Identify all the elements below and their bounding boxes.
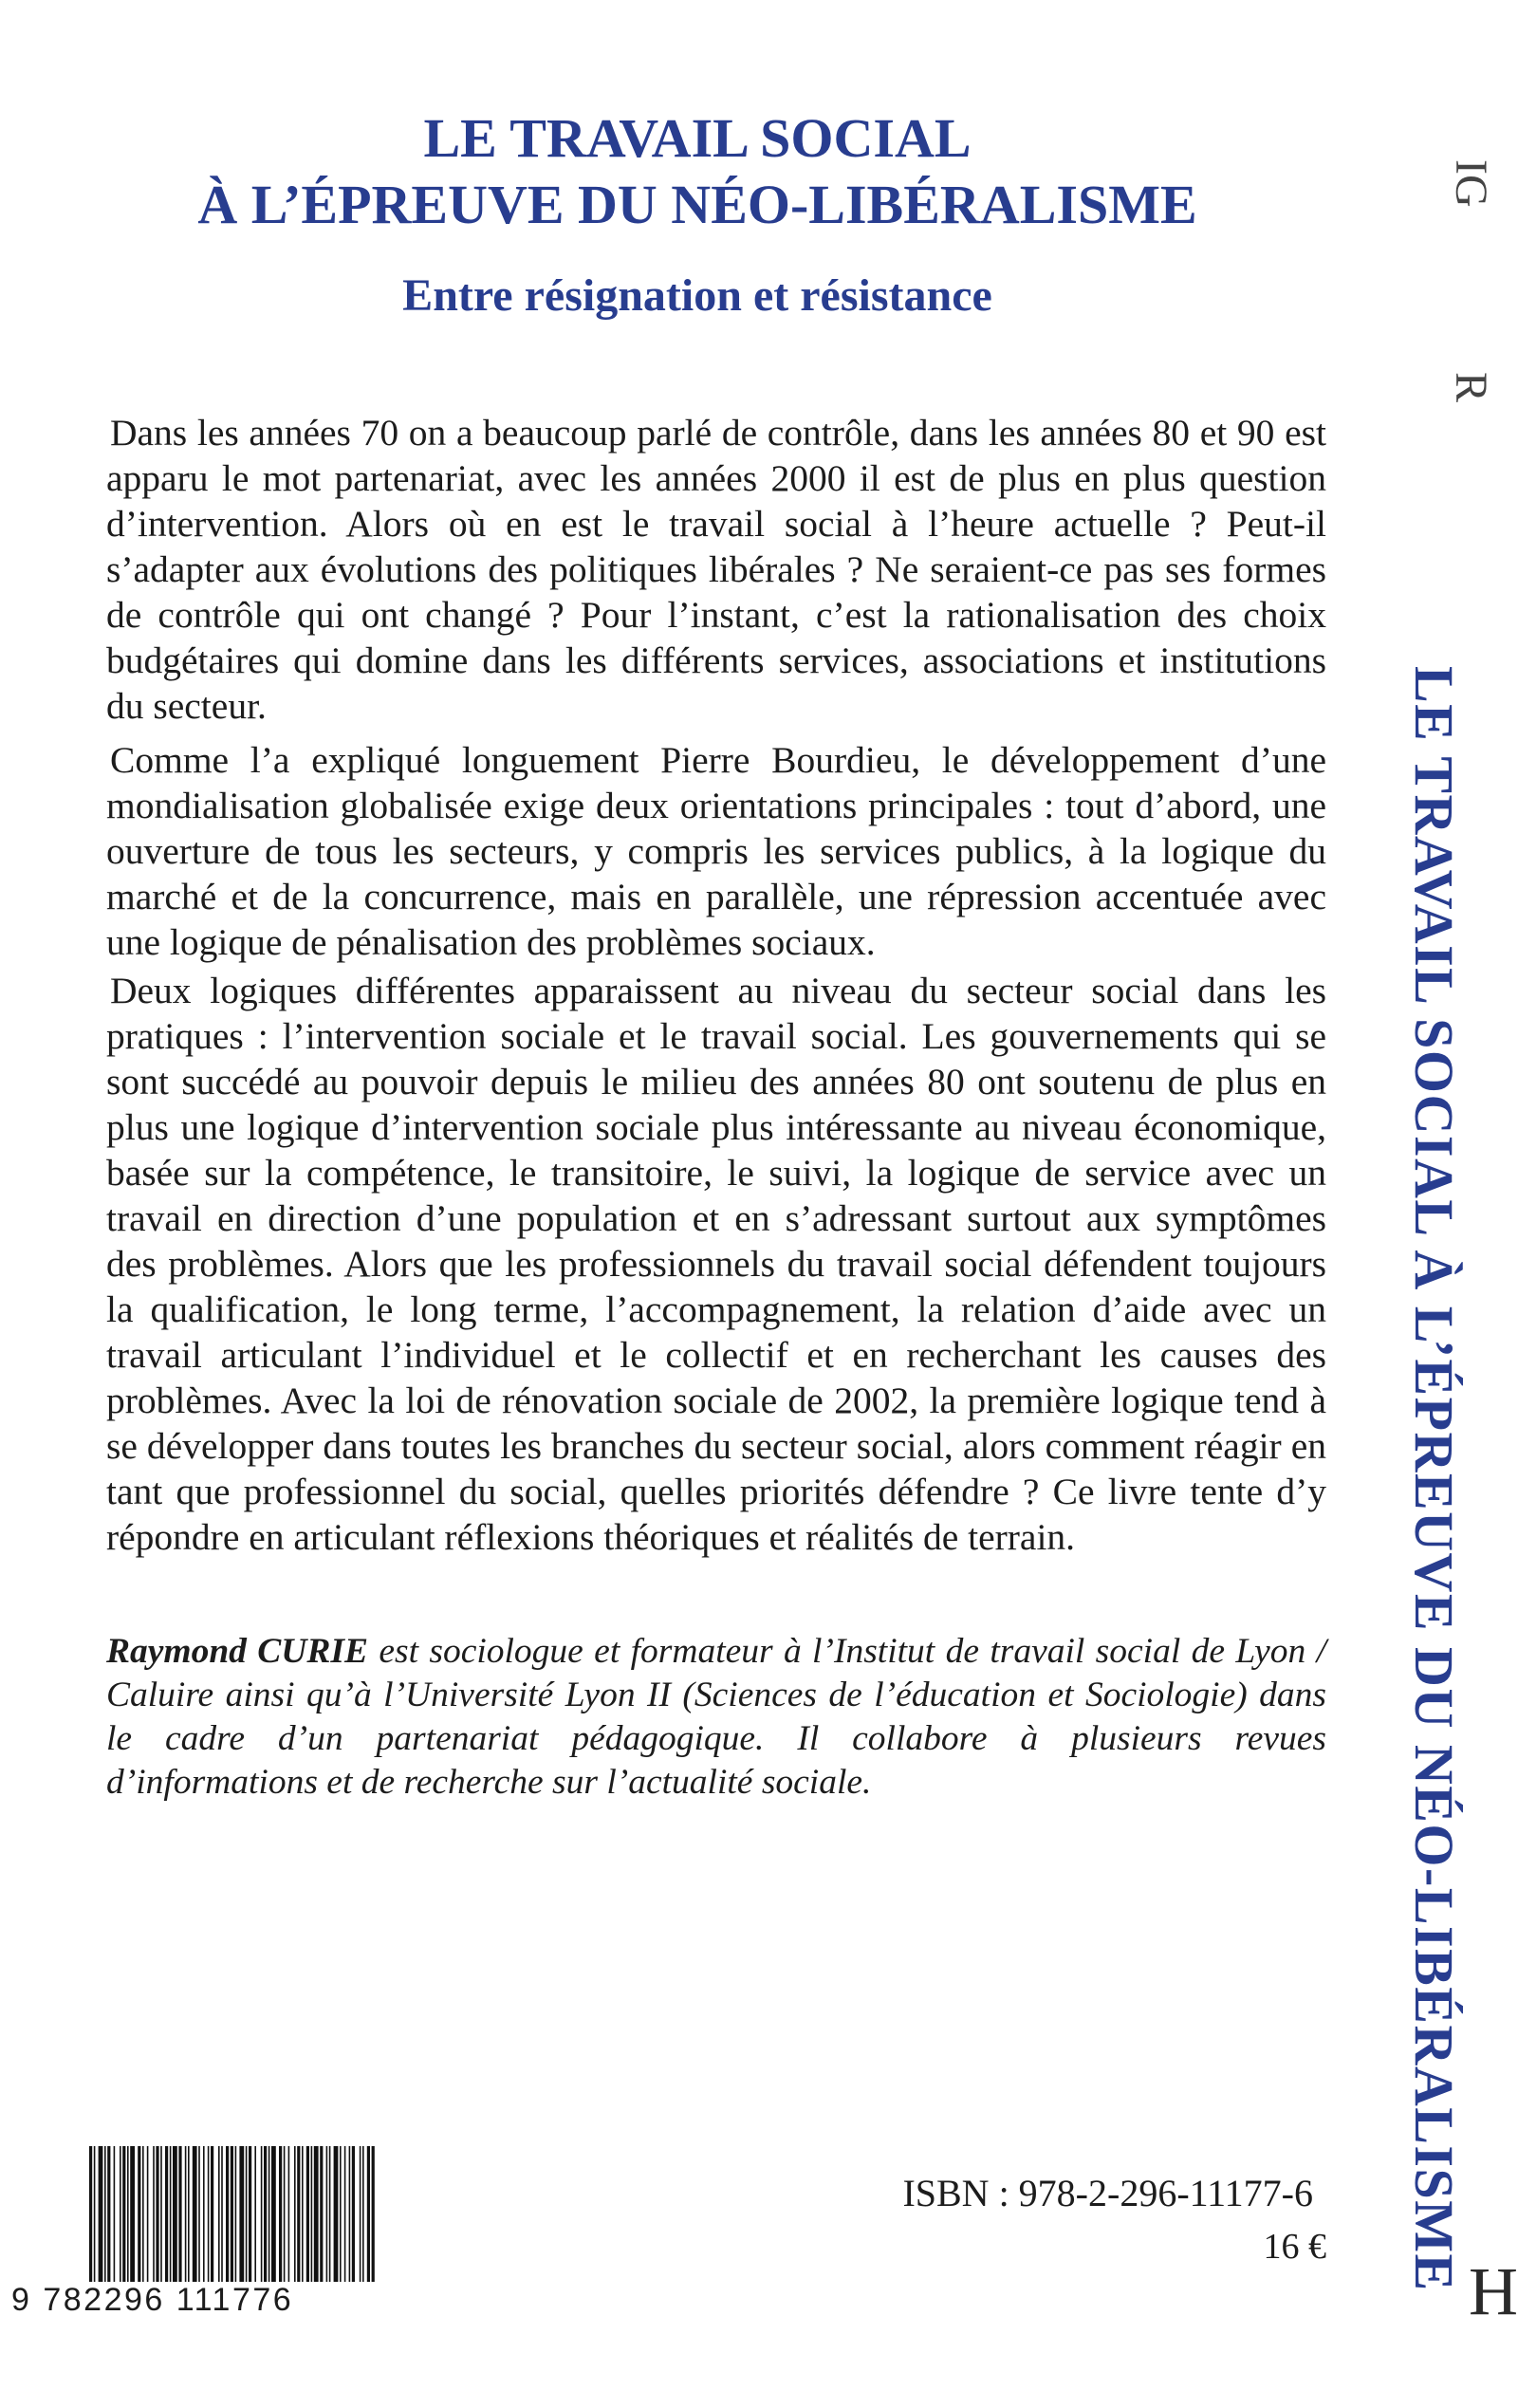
subtitle: Entre résignation et résistance <box>402 270 992 321</box>
title-line-2: À L’ÉPREUVE DU NÉO-LIBÉRALISME <box>197 174 1197 235</box>
spine-title: LE TRAVAIL SOCIAL À L’ÉPREUVE DU NÉO-LIBÉRALISME <box>1403 666 1465 2292</box>
spine-fragment-mid: R <box>1446 372 1496 403</box>
title-line-1: LE TRAVAIL SOCIAL <box>423 107 972 169</box>
barcode-digits: 9 782296 111776 <box>11 2282 381 2319</box>
author-bio <box>106 1630 1326 1805</box>
isbn: ISBN : 978-2-296-11177-6 <box>902 2172 1313 2214</box>
author-bio-text: est sociologue et formateur à l’Institut de travail social de Lyon / Caluire ainsi qu’à l’Université Lyon II (Sciences de l’éducation et Sociologie) dans le cadre d’un partenariat pédagogique. Il collabore à plusieurs revues d’informations et de recherche sur l’actualité sociale. <box>106 1632 1326 1802</box>
spine-fragment-top: IG <box>1446 159 1496 208</box>
author-name: Raymond CURIE <box>106 1632 368 1671</box>
price: 16 € <box>1263 2227 1326 2267</box>
paragraph-1: Dans les années 70 on a beaucoup parlé de contrôle, dans les années 80 et 90 est apparu le mot partenariat, avec les années 2000 il est de plus en plus question d’intervention. Alors où en est le travail social à l’heure actuelle ? Peut-il s’adapter aux évolutions des politiques libérales ? Ne seraient-ce pas ses formes de contrôle qui ont changé ? Pour l’instant, c’est la rationalisation des choix budgétaires qui domine dans les différents services, associations et institutions du secteur. <box>106 412 1326 727</box>
publisher-logo-letter: H <box>1469 2253 1518 2329</box>
paragraph-2: Comme l’a expliqué longuement Pierre Bourdieu, le développement d’une mondialisation globalisée exige deux orientations principales : tout d’abord, une ouverture de tous les secteurs, y compris les services publics, à la logique du marché et de la concurrence, mais en parallèle, une répression accentuée avec une logique de pénalisation des problèmes sociaux. <box>106 739 1326 963</box>
paragraph-3: Deux logiques différentes apparaissent au niveau du secteur social dans les pratiques : l’intervention sociale et le travail social. Les gouvernements qui se sont succédé au pouvoir depuis le milieu des années 80 ont soutenu de plus en plus une logique d’intervention sociale plus intéressante au niveau économique, basée sur la compétence, le transitoire, le suivi, la logique de service avec un travail en direction d’une population et en s’adressant surtout aux symptômes des problèmes. Alors que les professionnels du travail social défendent toujours la qualification, le long terme, l’accompagnement, la relation d’aide avec un travail articulant l’individuel et le collectif et en recherchant les causes des problèmes. Avec la loi de rénovation sociale de 2002, la première logique tend à se développer dans toutes les branches du secteur social, alors comment réagir en tant que professionnel du social, quelles priorités défendre ? Ce livre tente d’y répondre en articulant réflexions théoriques et réalités de terrain. <box>106 970 1326 1558</box>
